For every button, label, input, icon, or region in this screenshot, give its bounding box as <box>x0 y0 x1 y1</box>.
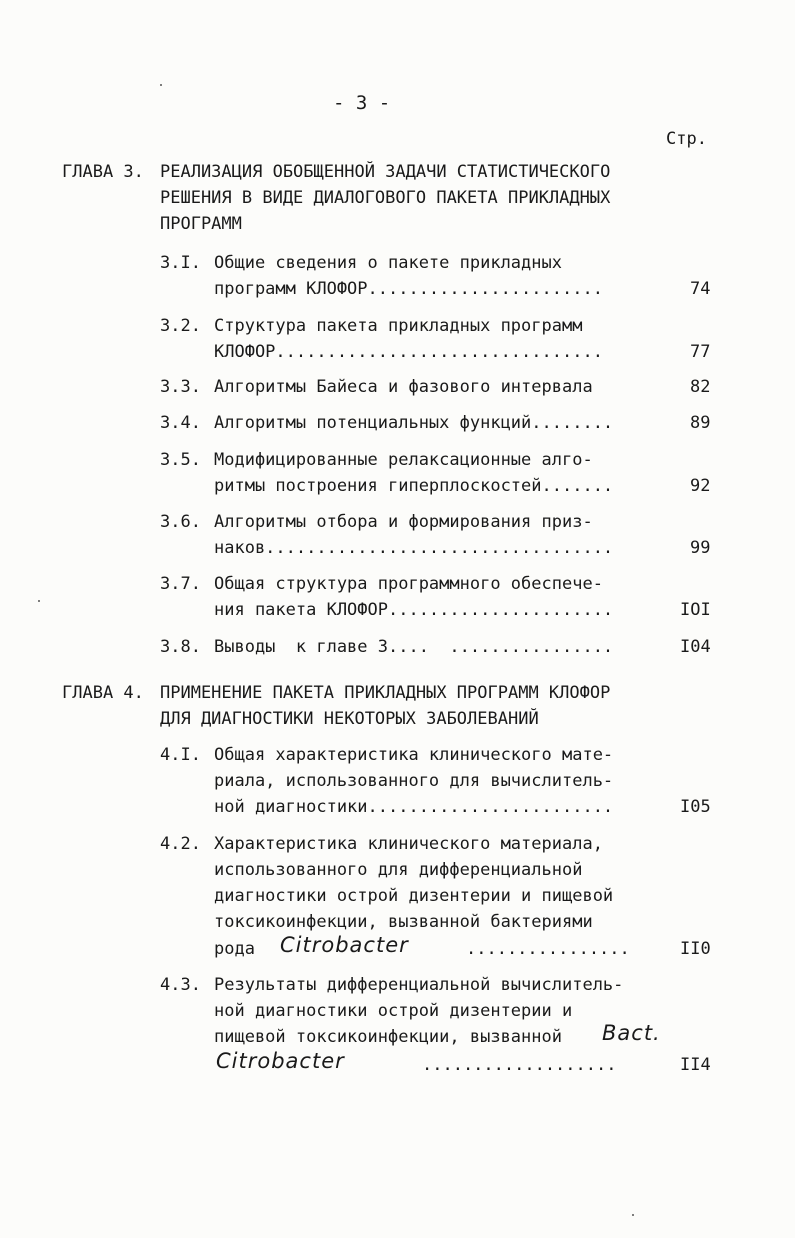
section-3-5-number: 3.5. <box>160 450 201 470</box>
section-3-3-title: Алгоритмы Байеса и фазового интервала <box>214 377 593 397</box>
section-3-4-number: 3.4. <box>160 413 201 433</box>
section-4-1-title: Общая характеристика клинического мате- <box>214 745 614 765</box>
section-3-4-title: Алгоритмы потенциальных функций........ <box>214 413 614 433</box>
section-3-6-page: 99 <box>690 538 711 558</box>
section-3-7-title: Общая структура программного обеспече- <box>214 574 603 594</box>
section-3-7-title-cont: ния пакета КЛОФОР...................... <box>214 600 614 620</box>
section-3-8-page: I04 <box>680 637 711 657</box>
section-4-3-title: Результаты дифференциальной вычислитель- <box>214 975 624 995</box>
page-column-header: Стр. <box>666 129 707 149</box>
section-3-3-page: 82 <box>690 377 711 397</box>
section-3-1-page: 74 <box>690 279 711 299</box>
scan-speck <box>160 84 162 86</box>
section-3-1-number: 3.I. <box>160 253 201 273</box>
scan-speck <box>632 1214 634 1216</box>
section-4-3-handwritten-genus: Citrobacter <box>216 1049 345 1073</box>
section-3-2-title: Структура пакета прикладных программ <box>214 316 583 336</box>
section-4-2-number: 4.2. <box>160 834 201 854</box>
page-number: - 3 - <box>333 92 391 114</box>
section-4-2-title: Характеристика клинического материала, <box>214 834 603 854</box>
section-3-7-number: 3.7. <box>160 574 201 594</box>
section-4-2-genus-prefix: рода <box>214 939 255 959</box>
section-3-4-page: 89 <box>690 413 711 433</box>
section-4-1-page: I05 <box>680 797 711 817</box>
section-3-5-title: Модифицированные релаксационные алго- <box>214 450 593 470</box>
section-3-7-page: IOI <box>680 600 711 620</box>
section-3-1-title: Общие сведения о пакете прикладных <box>214 253 562 273</box>
section-3-5-title-cont: ритмы построения гиперплоскостей....... <box>214 476 614 496</box>
section-3-3-number: 3.3. <box>160 377 201 397</box>
section-3-6-title-cont: наков.................................. <box>214 538 614 558</box>
section-4-2-page: II0 <box>680 939 711 959</box>
section-4-3-handwritten-bact: Bact. <box>602 1021 661 1045</box>
section-4-3-number: 4.3. <box>160 975 201 995</box>
chapter-4-label: ГЛАВА 4. <box>62 683 144 703</box>
section-3-2-number: 3.2. <box>160 316 201 336</box>
section-4-1-title-cont-1: риала, использованного для вычислитель- <box>214 771 614 791</box>
section-4-2-title-cont-3: токсикоинфекции, вызванной бактериями <box>214 912 593 932</box>
section-4-2-title-cont-1: использованного для дифференциальной <box>214 860 583 880</box>
section-4-3-page: II4 <box>680 1055 711 1075</box>
scan-speck <box>38 600 40 602</box>
chapter-4-title-line-2: ДЛЯ ДИАГНОСТИКИ НЕКОТОРЫХ ЗАБОЛЕВАНИЙ <box>160 709 539 729</box>
section-3-6-number: 3.6. <box>160 512 201 532</box>
section-3-6-title: Алгоритмы отбора и формирования приз- <box>214 512 593 532</box>
section-4-3-title-cont-1: ной диагностики острой дизентерии и <box>214 1001 573 1021</box>
section-4-1-number: 4.I. <box>160 745 201 765</box>
chapter-3-title-line-2: РЕШЕНИЯ В ВИДЕ ДИАЛОГОВОГО ПАКЕТА ПРИКЛАДНЫХ <box>160 188 611 208</box>
section-4-2-title-cont-2: диагностики острой дизентерии и пищевой <box>214 886 614 906</box>
section-3-2-page: 77 <box>690 342 711 362</box>
section-4-1-title-cont-2: ной диагностики........................ <box>214 797 614 817</box>
section-4-3-leader-dots: ................... <box>422 1055 617 1075</box>
section-4-2-handwritten-genus: Citrobacter <box>280 933 409 957</box>
section-4-3-title-cont-2: пищевой токсикоинфекции, вызванной <box>214 1027 562 1047</box>
chapter-3-title-line-3: ПРОГРАММ <box>160 214 242 234</box>
chapter-3-label: ГЛАВА 3. <box>62 162 144 182</box>
section-3-2-title-cont: КЛОФОР................................ <box>214 342 603 362</box>
section-3-8-number: 3.8. <box>160 637 201 657</box>
section-3-1-title-cont: программ КЛОФОР....................... <box>214 279 603 299</box>
section-3-8-title: Выводы к главе 3.... ................ <box>214 637 614 657</box>
chapter-4-title-line-1: ПРИМЕНЕНИЕ ПАКЕТА ПРИКЛАДНЫХ ПРОГРАММ КЛОФОР <box>160 683 611 703</box>
section-4-2-leader-dots: ................ <box>466 939 630 959</box>
chapter-3-title-line-1: РЕАЛИЗАЦИЯ ОБОБЩЕННОЙ ЗАДАЧИ СТАТИСТИЧЕСКОГО <box>160 162 611 182</box>
section-3-5-page: 92 <box>690 476 711 496</box>
